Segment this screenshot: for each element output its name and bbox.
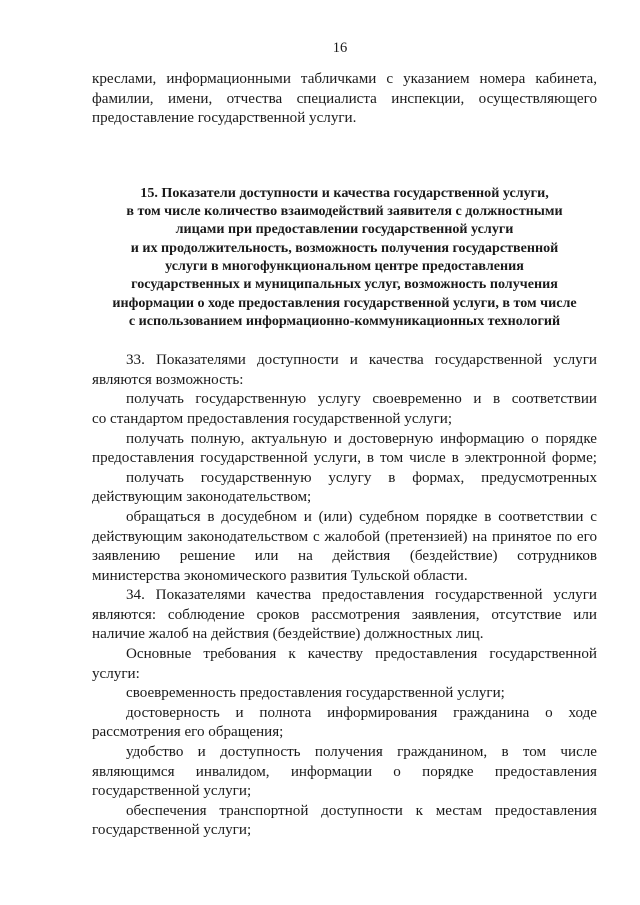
page-body: [92, 70, 597, 841]
heading-line: государственных и муниципальных услуг, возможность получения: [131, 276, 558, 293]
text-line: министерства экономического развития Тульской области.: [92, 567, 468, 584]
text-line: действующим законодательством;: [92, 489, 312, 506]
text-line: являются: соблюдение сроков рассмотрения заявления, отсутствие или: [92, 606, 597, 623]
text-line: государственной услуги;: [92, 822, 252, 839]
text-line: креслами, информационными табличками с указанием номера кабинета,: [92, 71, 597, 87]
list-item-appeal: [92, 508, 597, 586]
text-line: своевременность предоставления государственной услуги;: [126, 685, 505, 702]
text-line: услуги:: [92, 665, 140, 682]
text-line: достоверность и полнота информирования гражданина о ходе: [126, 704, 597, 721]
page-number: 16: [332, 40, 348, 56]
heading-line: 15. Показатели доступности и качества государственной услуги,: [140, 184, 549, 201]
text-line: обращаться в досудебном и (или) судебном порядке в соответствии с: [126, 508, 597, 525]
text-line: 33. Показателями доступности и качества государственной услуги: [126, 352, 597, 369]
heading-line: с использованием информационно-коммуникационных технологий: [128, 312, 561, 329]
list-item-forms: [92, 469, 597, 508]
text-line: рассмотрения его обращения;: [92, 724, 284, 741]
heading-line: в том числе количество взаимодействий заявителя с должностными: [126, 203, 563, 220]
text-line: фамилии, имени, отчества специалиста инспекции, осуществляющего: [92, 90, 597, 107]
list-item-timely-service: [92, 390, 597, 429]
text-line: получать государственную услугу в формах, предусмотренных: [126, 469, 597, 486]
section-heading: [92, 184, 597, 330]
list-item-information: [92, 430, 597, 469]
list-item-reliability: [92, 704, 597, 743]
text-line: являются возможность:: [92, 371, 244, 388]
heading-line: и их продолжительность, возможность получения государственной: [130, 239, 559, 256]
quality-requirements-intro: [92, 645, 597, 684]
text-line: государственной услуги;: [92, 783, 252, 800]
text-line: получать полную, актуальную и достоверную информацию о порядке: [126, 430, 597, 447]
heading-line: информации о ходе предоставления государственной услуги, в том числе: [112, 294, 577, 311]
list-item-accessibility: [92, 743, 597, 802]
text-line: обеспечения транспортной доступности к местам предоставления: [126, 802, 597, 819]
text-line: Основные требования к качеству предоставления государственной: [126, 646, 597, 663]
text-line: являющимся инвалидом, информации о порядке предоставления: [92, 763, 597, 780]
text-line: получать государственную услугу своевременно и в соответствии: [126, 391, 597, 408]
text-line: 34. Показателями качества предоставления государственной услуги: [126, 587, 597, 604]
text-line: действующим законодательством с жалобой (претензией) на принятое по его: [92, 528, 597, 545]
paragraph-33: [92, 351, 597, 390]
text-line: предоставление государственной услуги.: [92, 110, 357, 127]
text-line: со стандартом предоставления государственной услуги;: [92, 410, 453, 427]
lead-paragraph: [92, 70, 597, 129]
paragraph-34: [92, 586, 597, 645]
list-item-timeliness: [92, 684, 597, 704]
heading-line: лицами при предоставлении государственной услуги: [175, 221, 514, 238]
list-item-transport: [92, 802, 597, 841]
text-line: наличие жалоб на действия (бездействие) должностных лиц.: [92, 626, 484, 643]
text-line: предоставления государственной услуги, в том числе в электронной форме;: [92, 450, 597, 467]
heading-line: услуги в многофункциональном центре предоставления: [165, 257, 524, 274]
text-line: заявлению решение или на действия (бездействие) сотрудников: [92, 548, 597, 565]
text-line: удобство и доступность получения гражданином, в том числе: [126, 744, 597, 761]
